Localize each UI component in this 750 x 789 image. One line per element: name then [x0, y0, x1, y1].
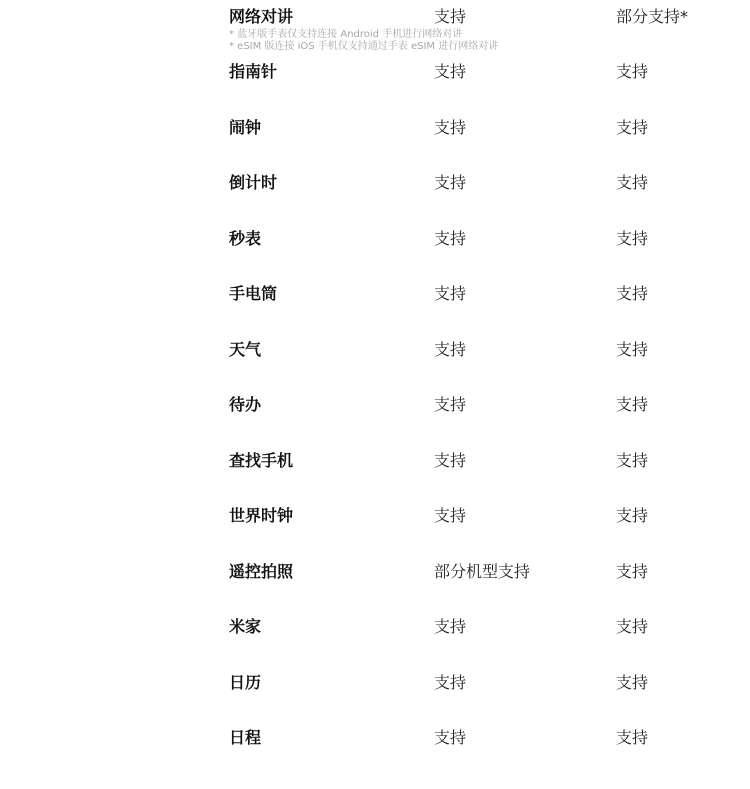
- feature-name: 查找手机: [229, 451, 294, 470]
- support-value-col2: 支持: [616, 340, 649, 359]
- support-value-col2: 支持: [616, 118, 649, 137]
- feature-name: 日程: [229, 728, 262, 747]
- support-value-col1: 支持: [434, 118, 467, 137]
- feature-name: 日历: [229, 673, 262, 692]
- feature-name: 指南针: [229, 62, 278, 81]
- table-row: [0, 727, 750, 767]
- feature-name: 遥控拍照: [229, 562, 294, 581]
- support-value-col1: 支持: [434, 728, 467, 747]
- support-value-col2: 支持: [616, 617, 649, 636]
- feature-name: 网络对讲: [229, 7, 294, 26]
- support-value-col1: 支持: [434, 451, 467, 470]
- feature-name: 世界时钟: [229, 506, 294, 525]
- table-row: [0, 561, 750, 601]
- table-row: [0, 394, 750, 434]
- table-row: [0, 616, 750, 656]
- feature-name: 闹钟: [229, 118, 262, 137]
- support-value-col2: 部分支持*: [616, 7, 689, 26]
- feature-name: 秒表: [229, 229, 262, 248]
- feature-name: 天气: [229, 340, 262, 359]
- support-value-col2: 支持: [616, 395, 649, 414]
- support-value-col2: 支持: [616, 506, 649, 525]
- support-value-col1: 支持: [434, 506, 467, 525]
- support-value-col1: 支持: [434, 173, 467, 192]
- support-value-col1: 支持: [434, 340, 467, 359]
- table-row: [0, 61, 750, 101]
- support-value-col1: 支持: [434, 284, 467, 303]
- support-value-col1: 支持: [434, 7, 467, 26]
- support-value-col2: 支持: [616, 284, 649, 303]
- support-value-col1: 支持: [434, 229, 467, 248]
- table-row: [0, 339, 750, 379]
- table-row: [0, 283, 750, 323]
- support-value-col1: 支持: [434, 617, 467, 636]
- support-value-col1: 支持: [434, 62, 467, 81]
- footnotes: [229, 29, 498, 53]
- table-row: [0, 672, 750, 712]
- support-value-col2: 支持: [616, 728, 649, 747]
- support-value-col2: 支持: [616, 562, 649, 581]
- table-row: [0, 172, 750, 212]
- feature-name: 米家: [229, 617, 262, 636]
- support-value-col2: 支持: [616, 229, 649, 248]
- support-value-col2: 支持: [616, 62, 649, 81]
- footnote-esim: * eSIM 版连接 iOS 手机仅支持通过手表 eSIM 进行网络对讲: [229, 41, 499, 52]
- footnote-bluetooth: * 蓝牙版手表仅支持连接 Android 手机进行网络对讲: [229, 29, 463, 40]
- table-row: [0, 228, 750, 268]
- feature-name: 手电筒: [229, 284, 278, 303]
- table-row: [0, 450, 750, 490]
- table-row: [0, 117, 750, 157]
- support-value-col2: 支持: [616, 673, 649, 692]
- feature-name: 待办: [229, 395, 262, 414]
- support-value-col1: 部分机型支持: [434, 562, 531, 581]
- support-value-col1: 支持: [434, 395, 467, 414]
- feature-name: 倒计时: [229, 173, 278, 192]
- support-value-col2: 支持: [616, 173, 649, 192]
- support-value-col1: 支持: [434, 673, 467, 692]
- support-value-col2: 支持: [616, 451, 649, 470]
- table-row: [0, 505, 750, 545]
